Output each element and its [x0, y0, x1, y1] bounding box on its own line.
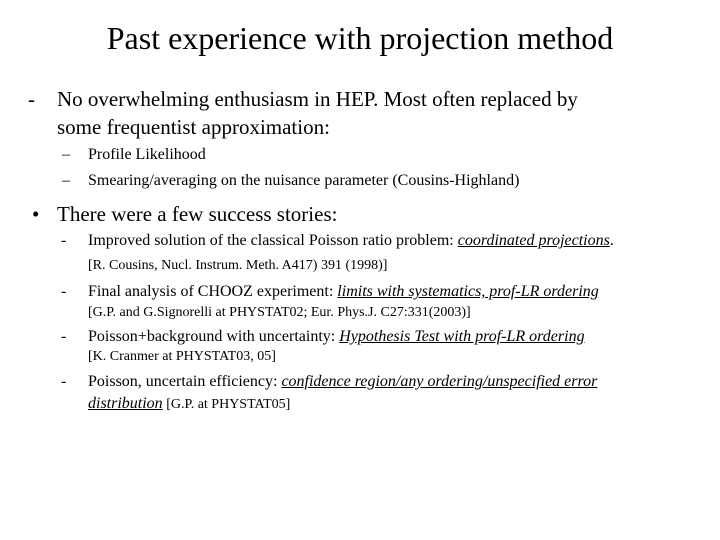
- link-confidence-region[interactable]: confidence region/any ordering/unspecified error: [281, 373, 598, 390]
- item-poisson-ratio: [88, 230, 708, 252]
- item-uncertain-efficiency: [88, 371, 708, 393]
- item-uncertain-efficiency-line2: [88, 393, 708, 415]
- ref-cousins: [R. Cousins, Nucl. Instrum. Meth. A417) 391 (1998)]: [88, 258, 388, 273]
- item-poisson-ratio-trail: .: [609, 232, 614, 249]
- ref-cranmer: [K. Cranmer at PHYSTAT03, 05]: [88, 349, 276, 364]
- ref-gp-phystat05: [G.P. at PHYSTAT05]: [162, 397, 291, 412]
- point-hep-line1: No overwhelming enthusiasm in HEP. Most often replaced by: [57, 87, 578, 111]
- item-dash-marker: -: [61, 232, 67, 249]
- item-poisson-background-text: Poisson+background with uncertainty:: [88, 328, 340, 345]
- item-chooz-text: Final analysis of CHOOZ experiment:: [88, 283, 338, 300]
- item-uncertain-efficiency-text: Poisson, uncertain efficiency:: [88, 373, 282, 390]
- point-hep-line2: some frequentist approximation:: [57, 115, 330, 139]
- link-distribution[interactable]: distribution: [88, 395, 163, 412]
- sub-dash-marker: –: [62, 172, 70, 189]
- item-chooz: [88, 281, 708, 303]
- link-hypothesis-test[interactable]: Hypothesis Test with prof-LR ordering: [339, 328, 585, 345]
- bullet-dash-marker: -: [28, 87, 35, 111]
- item-dash-marker: -: [61, 283, 67, 300]
- sub-item-profile-likelihood: Profile Likelihood: [88, 146, 206, 163]
- item-poisson-ratio-text: Improved solution of the classical Poisson ratio problem:: [88, 232, 458, 249]
- sub-item-smearing: Smearing/averaging on the nuisance parameter (Cousins-Highland): [88, 172, 520, 189]
- item-dash-marker: -: [61, 328, 67, 345]
- item-dash-marker: -: [61, 373, 67, 390]
- link-limits-with-systematics[interactable]: limits with systematics, prof-LR ordering: [337, 283, 599, 300]
- item-poisson-background: [88, 326, 708, 348]
- point-success-stories: There were a few success stories:: [57, 202, 338, 226]
- sub-dash-marker: –: [62, 146, 70, 163]
- point-hep-enthusiasm: [57, 85, 707, 141]
- bullet-dot-marker: •: [32, 202, 40, 226]
- ref-signorelli: [G.P. and G.Signorelli at PHYSTAT02; Eur. Phys.J. C27:331(2003)]: [88, 305, 471, 320]
- link-coordinated-projections[interactable]: coordinated projections: [457, 232, 610, 249]
- slide-title: Past experience with projection method: [106, 20, 614, 56]
